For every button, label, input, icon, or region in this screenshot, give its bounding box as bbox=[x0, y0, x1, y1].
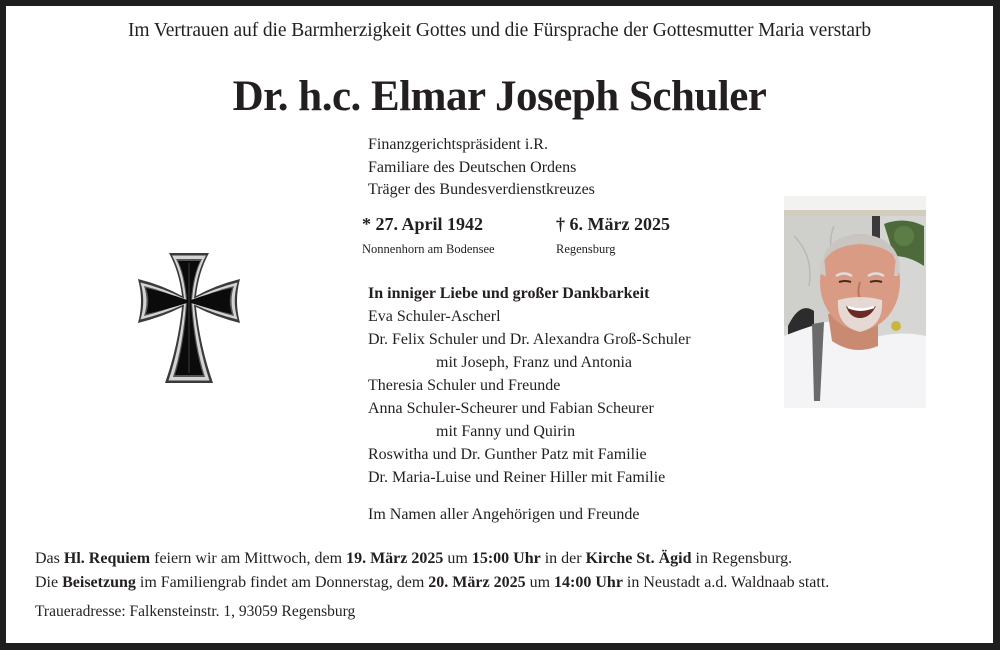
death-place: Regensburg bbox=[556, 242, 616, 256]
birth-info bbox=[362, 213, 495, 257]
birth-date: 27. April 1942 bbox=[375, 214, 484, 234]
text: in Regensburg. bbox=[691, 550, 793, 567]
obituary-notice bbox=[6, 6, 993, 643]
service-details bbox=[35, 547, 829, 624]
deceased-titles bbox=[368, 134, 595, 202]
deceased-name: Dr. h.c. Elmar Joseph Schuler bbox=[232, 73, 767, 120]
burial-label: Beisetzung bbox=[62, 573, 136, 591]
text: in der bbox=[540, 550, 586, 567]
text: im Familiengrab findet am Donnerstag, dem bbox=[135, 573, 429, 591]
teutonic-cross-icon bbox=[136, 251, 242, 385]
text: in Neustadt a.d. Waldnaab statt. bbox=[622, 573, 830, 591]
death-info bbox=[556, 213, 670, 257]
title-line: Träger des Bundesverdienstkreuzes bbox=[368, 181, 595, 198]
requiem-line bbox=[35, 547, 829, 571]
requiem-label: Hl. Requiem bbox=[63, 550, 151, 567]
mourner-line: Theresia Schuler und Freunde bbox=[368, 377, 561, 394]
mourner-line: mit Fanny und Quirin bbox=[436, 423, 576, 440]
mourner-line: Dr. Felix Schuler und Dr. Alexandra Groß-Schuler bbox=[368, 331, 691, 348]
requiem-date: 19. März 2025 bbox=[346, 550, 444, 567]
text: Das bbox=[35, 550, 64, 567]
mourner-line: mit Joseph, Franz und Antonia bbox=[436, 354, 632, 371]
portrait-photo bbox=[784, 196, 926, 408]
intro-text: Im Vertrauen auf die Barmherzigkeit Gottes und die Fürsprache der Gottesmutter Maria verstarb bbox=[127, 20, 871, 41]
requiem-time: 15:00 Uhr bbox=[471, 550, 541, 567]
mourners-heading: In inniger Liebe und großer Dankbarkeit bbox=[368, 285, 650, 302]
title-line: Finanzgerichtspräsident i.R. bbox=[368, 136, 548, 153]
mourners-list bbox=[368, 282, 691, 526]
mourner-line: Eva Schuler-Ascherl bbox=[368, 308, 501, 325]
death-dagger-icon: † bbox=[556, 214, 565, 234]
birth-symbol-icon: * bbox=[362, 214, 371, 234]
burial-line bbox=[35, 571, 829, 595]
text: feiern wir am Mittwoch, dem bbox=[150, 550, 347, 567]
text: Die bbox=[35, 573, 63, 591]
mourning-address: Traueradresse: Falkensteinstr. 1, 93059 Regensburg bbox=[35, 603, 356, 620]
text: um bbox=[525, 573, 555, 591]
burial-time: 14:00 Uhr bbox=[554, 573, 623, 591]
birth-place: Nonnenhorn am Bodensee bbox=[362, 242, 495, 256]
mourner-line: Anna Schuler-Scheurer und Fabian Scheurer bbox=[368, 400, 654, 417]
title-line: Familiare des Deutschen Ordens bbox=[368, 158, 577, 176]
burial-date: 20. März 2025 bbox=[428, 573, 526, 591]
mourners-closing: Im Namen aller Angehörigen und Freunde bbox=[368, 506, 640, 523]
mourner-line: Dr. Maria-Luise und Reiner Hiller mit Familie bbox=[368, 469, 666, 486]
text: um bbox=[443, 550, 472, 567]
death-date: 6. März 2025 bbox=[569, 214, 670, 234]
mourner-line: Roswitha und Dr. Gunther Patz mit Familie bbox=[368, 446, 647, 463]
requiem-place: Kirche St. Ägid bbox=[585, 550, 692, 567]
